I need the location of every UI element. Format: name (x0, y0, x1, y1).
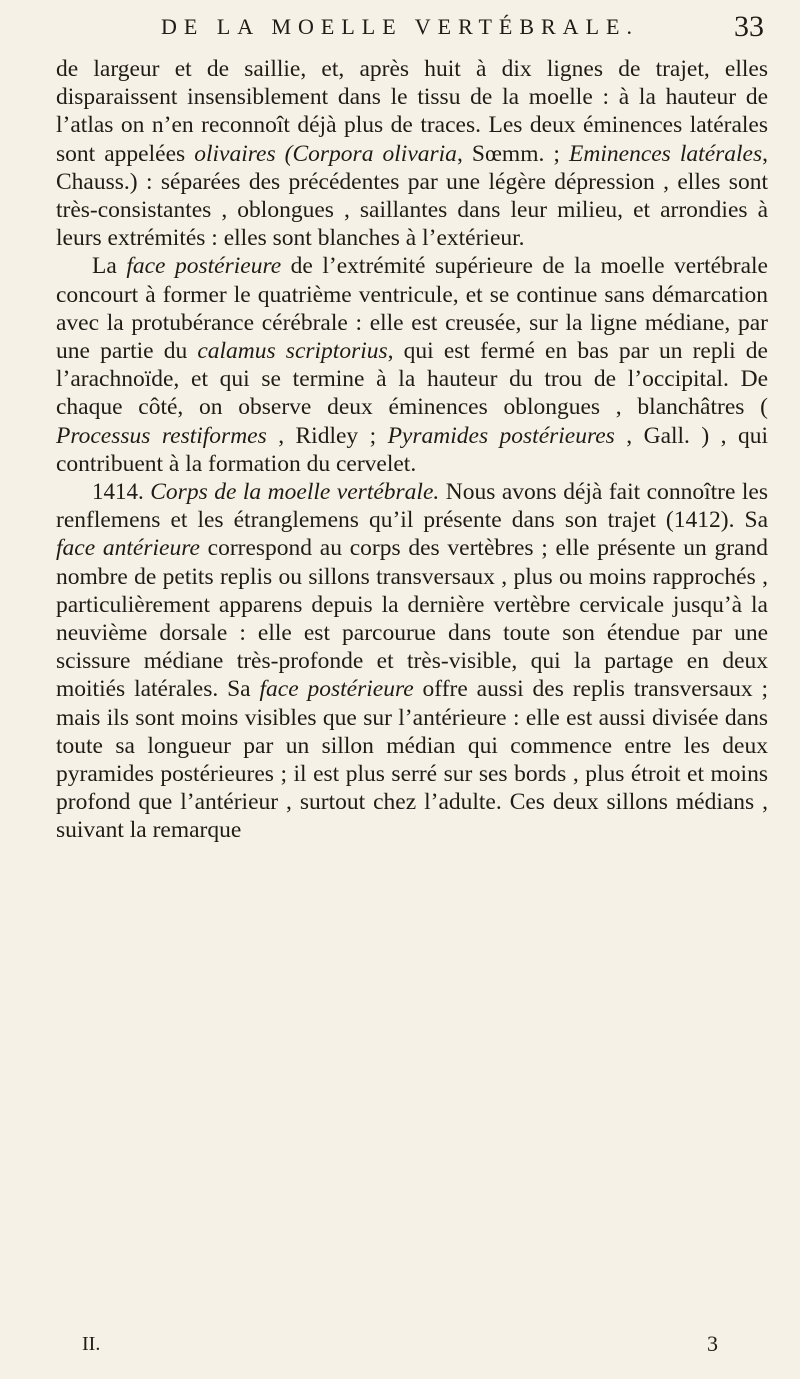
text-run: , Sœmm. ; (456, 140, 570, 167)
text-run: , Chauss.) : séparées des précédentes par une légère dépression , elles sont très-consistantes , oblongues , saillantes dans leur milieu, et arrondies à leurs extrémités : elles sont blanches à l’extérieur. (56, 140, 769, 252)
italic-term: face antérieure (56, 535, 200, 562)
italic-term: Processus restiformes (56, 422, 267, 449)
paragraph-posterior-face (56, 252, 768, 478)
italic-term: face postérieure (259, 676, 414, 703)
text-run: , Ridley ; (266, 422, 388, 449)
text-run: offre aussi des replis transversaux ; mais ils sont moins visibles que sur l’antérieure : elle est aussi divisée dans toute sa longueur par un sillon médian qui commence entre les deux pyramides postérieures ; il est plus serré sur ses bords , plus étroit et moins profond que l’antérieur , surtout chez l’adulte. Ces deux sillons médians , suivant la remarque (56, 676, 768, 844)
italic-term: calamus scriptorius (197, 338, 388, 365)
paragraph-section-1414 (56, 478, 768, 845)
italic-term: olivaires (Corpora olivaria (194, 140, 457, 167)
text-run: La (92, 253, 127, 280)
paragraph-olivary-eminences (56, 55, 768, 252)
page-footer (82, 1333, 718, 1365)
text-run: de l’extrémité supérieure de la moelle vertébrale concourt à former le quatrième ventricule, et se continue sans démarcation avec la protubérance cérébrale : elle est creusée, sur la ligne médiane, par une partie du (56, 253, 768, 365)
signature-number: 3 (707, 1331, 718, 1356)
section-number: 1414. (92, 479, 144, 505)
text-run: de largeur et de saillie, et, après huit à dix lignes de trajet, elles disparaissent insensiblement dans le tissu de la moelle : à la hauteur de l’atlas on n’en reconnoît déjà plus de traces. Les deux éminences latérales sont appelées (56, 56, 768, 167)
signature-letters: II. (82, 1333, 101, 1355)
body-text (56, 55, 768, 845)
running-title: DE LA MOELLE VERTÉBRALE. (161, 14, 639, 39)
running-head (0, 10, 800, 54)
italic-term: face postérieure (126, 253, 282, 280)
text-run: correspond au corps des vertèbres ; elle présente un grand nombre de petits replis ou sillons transversaux , plus ou moins rapprochés , particulièrement apparens depuis la dernière vertèbre cervicale jusqu’à la neuvième dorsale : elle est parcourue dans toute son étendue par une scissure médiane très-profonde et très-visible, qui la partage en deux moitiés latérales. Sa (56, 535, 768, 703)
italic-term: Pyramides postérieures (387, 422, 615, 449)
text-run: , Gall. ) , qui contribuent à la formation du cervelet. (56, 422, 768, 477)
page-number: 33 (734, 10, 764, 43)
text-run: , qui est fermé en bas par un repli de l’arachnoïde, et qui se termine à la hauteur du trou de l’occipital. De chaque côté, on observe deux éminences oblongues , blanchâtres ( (56, 338, 768, 421)
text-run: Nous avons déjà fait connoître les renflemens et les étranglemens qu’il présente dans son trajet (1412). Sa (56, 479, 769, 534)
italic-term: Eminences latérales (569, 140, 763, 167)
section-heading: Corps de la moelle vertébrale. (150, 479, 440, 506)
